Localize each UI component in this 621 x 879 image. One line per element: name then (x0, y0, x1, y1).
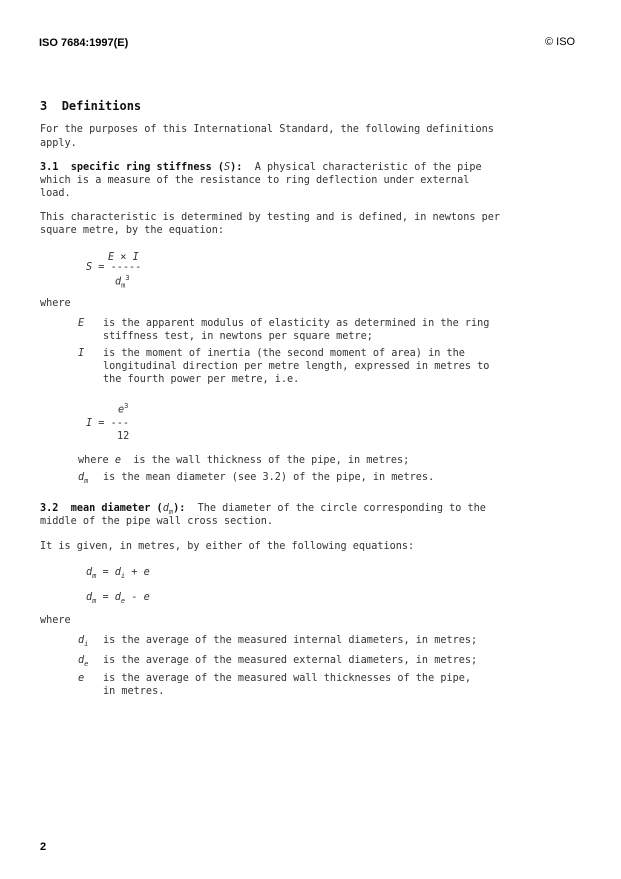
equation2-lhs: I = --- (86, 418, 129, 429)
paragraph-line-1: This characteristic is determined by testing and is defined, in newtons per (40, 212, 501, 223)
definition-term: mean diameter ( (70, 503, 163, 514)
term-symbol: S (224, 162, 231, 173)
e-description-line-1: is the average of the measured wall thicknesses of the pipe, (103, 673, 472, 684)
definition-3-1-line-2: which is a measure of the resistance to ring deflection under external (40, 175, 470, 186)
symbol-E: E (78, 318, 85, 329)
where-e-line: where e is the wall thickness of the pipe, in metres; (78, 455, 410, 466)
equation-dm-de: $d_m = d_e - e$ (86, 592, 150, 606)
equation-denominator: $d_m^3$ (115, 274, 130, 290)
equation2-denominator: 12 (117, 431, 130, 442)
intro-line-2: apply. (40, 138, 77, 149)
definition-3-1-heading (40, 162, 482, 173)
dm-description: is the mean diameter (see 3.2) of the pipe, in metres. (103, 472, 435, 483)
equation-dm-di: $d_m = d_i + e$ (86, 567, 150, 581)
E-description-line-1: is the apparent modulus of elasticity as determined in the ring (103, 318, 490, 329)
section-number: 3 (40, 99, 48, 113)
symbol-di: $d_i$ (78, 635, 89, 649)
equation-numerator: E × I (108, 252, 139, 263)
intro-line-1: For the purposes of this International Standard, the following definitions (40, 124, 494, 135)
de-description: is the average of the measured external diameters, in metres; (103, 655, 478, 666)
definition-3-2-line-2: middle of the pipe wall cross section. (40, 516, 274, 527)
paragraph-line-2: square metre, by the equation: (40, 225, 225, 236)
definition-3-2-heading: 3.2 mean diameter $(d_m)$: The diameter of the circle corresponding to the (40, 503, 486, 517)
definition-text: The diameter of the circle corresponding to the (197, 503, 486, 514)
I-description-line-2: longitudinal direction per metre length, expressed in metres to (103, 361, 490, 372)
e-description-line-2: in metres. (103, 686, 165, 697)
di-description: is the average of the measured internal diameters, in metres; (103, 635, 478, 646)
copyright-notice: © ISO (545, 36, 576, 48)
term-symbol: d (162, 503, 169, 514)
definition-number: 3.2 (40, 503, 59, 514)
definition-3-2-paragraph: It is given, in metres, by either of the following equations: (40, 541, 415, 552)
document-id: ISO 7684:1997(E) (39, 37, 129, 49)
definition-number: 3.1 (40, 162, 59, 173)
I-description-line-3: the fourth power per metre, i.e. (103, 374, 300, 385)
where-label-2: where (40, 615, 71, 626)
E-description-line-2: stiffness test, in newtons per square metre; (103, 331, 373, 342)
symbol-I: I (78, 348, 85, 359)
definition-3-1-line-3: load. (40, 188, 71, 199)
definition-term: specific ring stiffness ( (70, 162, 225, 173)
equation-lhs: S = ----- (86, 262, 142, 273)
definition-text: A physical characteristic of the pipe (254, 162, 482, 173)
symbol-de: $d_e$ (78, 655, 89, 669)
symbol-dm: $d_m$ (78, 472, 89, 486)
term-close: ): (230, 162, 243, 173)
section-heading (40, 99, 141, 113)
term-close: ): (173, 503, 186, 514)
where-label: where (40, 298, 71, 309)
symbol-e: e (78, 673, 85, 684)
equation2-numerator: $e^3$ (118, 402, 129, 416)
page-number: 2 (40, 841, 47, 853)
I-description-line-1: is the moment of inertia (the second moment of area) in the (103, 348, 465, 359)
section-title: Definitions (61, 99, 142, 113)
